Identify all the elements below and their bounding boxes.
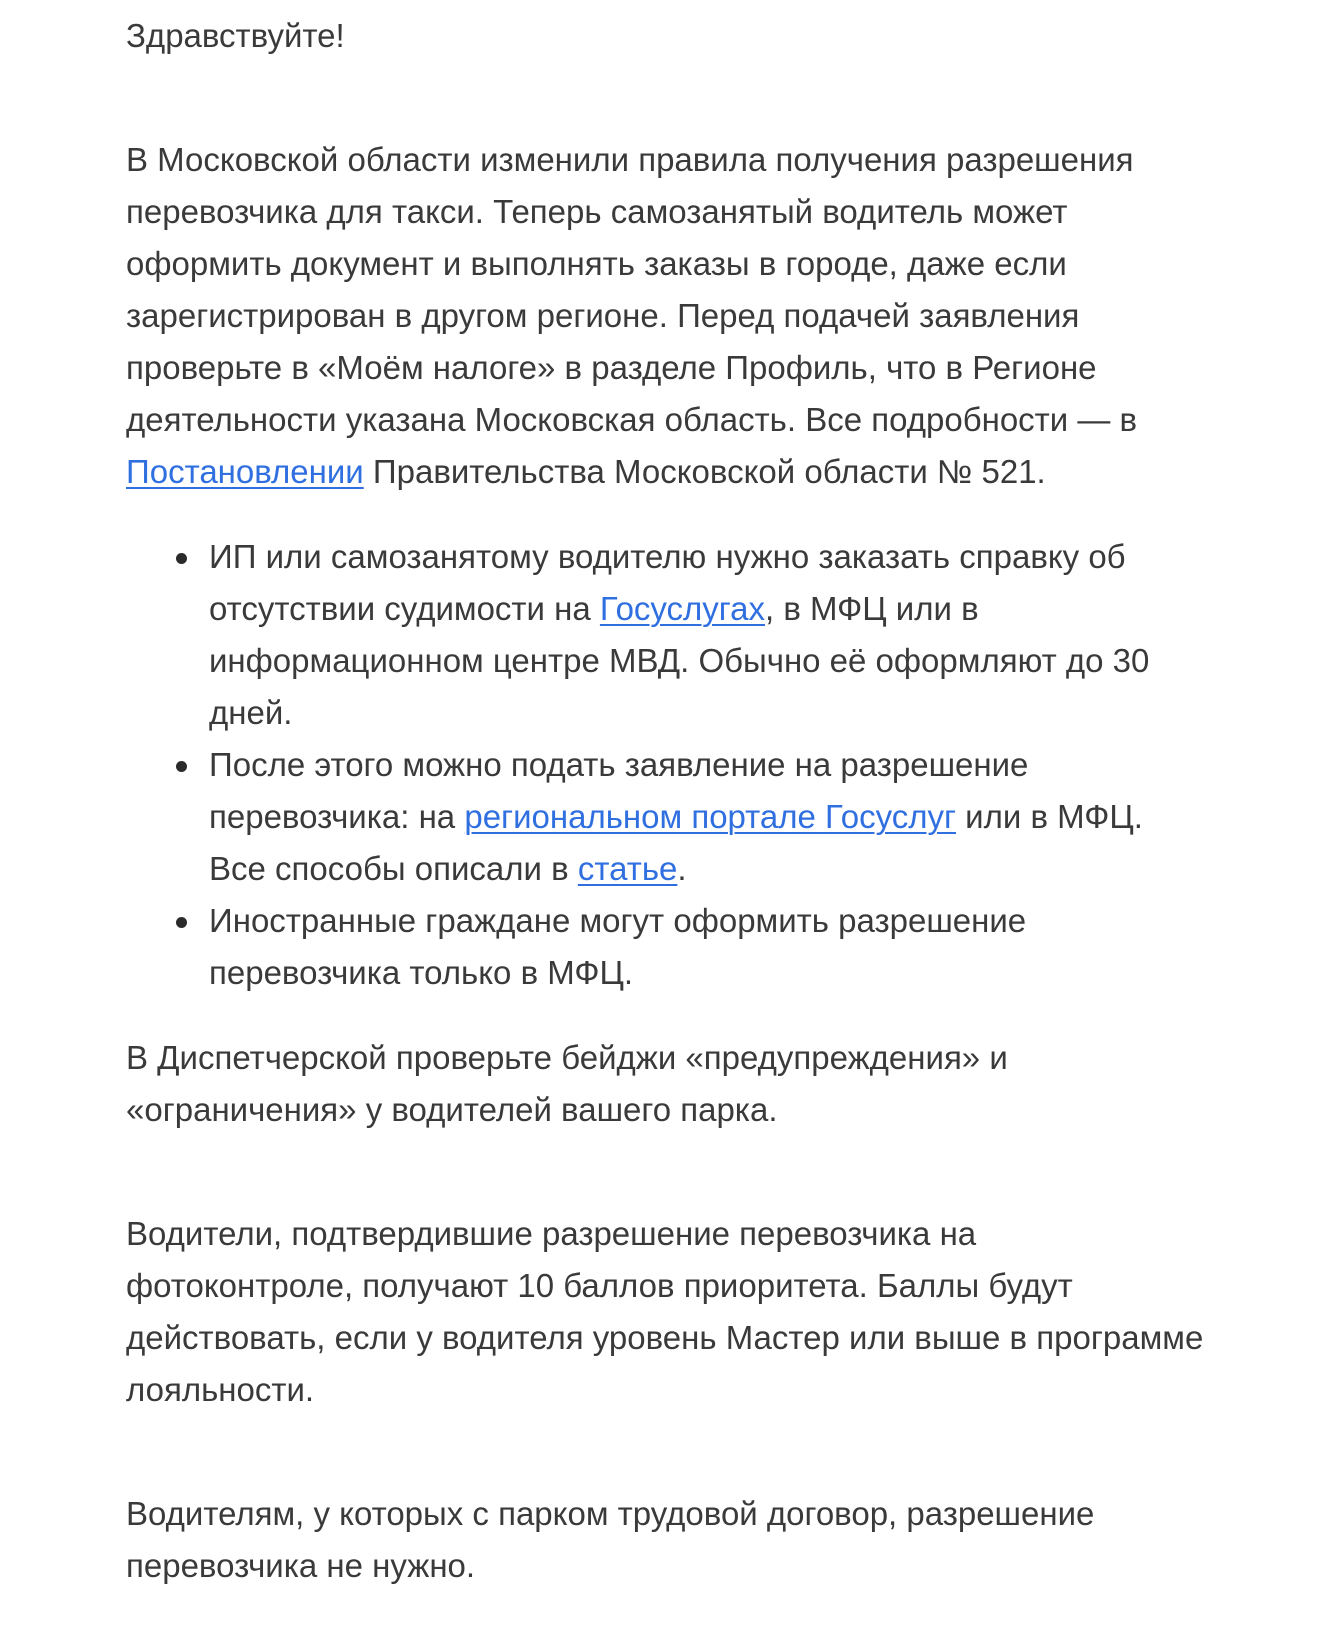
list-item-certificate	[209, 531, 1206, 739]
resolution-link[interactable]: Постановлении	[126, 453, 364, 490]
article-link[interactable]: статье	[577, 850, 678, 887]
list-item-text: , в МФЦ или в информационном центре МВД. Обычно её оформляют до 30 дней.	[209, 590, 1150, 731]
list-item-text: После этого можно подать заявление на разрешение перевозчика: на	[209, 746, 1029, 835]
steps-list	[126, 531, 1206, 999]
email-body	[126, 10, 1206, 1625]
intro-text-start: В Московской области изменили правила получения разрешения перевозчика для такси. Теперь самозанятый водитель может оформить документ и выполнять заказы в городе, даже если зарегистрирован в другом регионе. Перед подачей заявления проверьте в «Моём налоге» в разделе Профиль, что в Регионе деятельности указана Московская область. Все подробности — в	[126, 141, 1138, 438]
list-item-text: ИП или самозанятому водителю нужно заказать справку об отсутствии судимости на	[209, 538, 1126, 627]
intro-text-end: Правительства Московской области № 521.	[363, 453, 1046, 490]
dispatcher-paragraph: В Диспетчерской проверьте бейджи «предупреждения» и «ограничения» у водителей вашего парка.	[126, 1039, 1008, 1128]
gosuslugi-link[interactable]: Госуслугах	[599, 590, 765, 627]
list-item-text: или в МФЦ. Все способы описали в	[209, 798, 1143, 887]
list-item-text: Иностранные граждане могут оформить разрешение перевозчика только в МФЦ.	[209, 902, 1027, 991]
priority-paragraph: Водители, подтвердившие разрешение перевозчика на фотоконтроле, получают 10 баллов приоритета. Баллы будут действовать, если у водителя уровень Мастер или выше в программе лояльности.	[126, 1215, 1204, 1408]
list-item-text: .	[677, 850, 687, 887]
list-item-application	[209, 739, 1206, 895]
list-item-foreigners	[209, 895, 1206, 999]
regional-portal-link[interactable]: региональном портале Госуслуг	[464, 798, 956, 835]
employment-paragraph: Водителям, у которых с парком трудовой договор, разрешение перевозчика не нужно.	[126, 1495, 1095, 1584]
intro-paragraph	[126, 134, 1206, 498]
greeting-text: Здравствуйте!	[126, 17, 345, 54]
